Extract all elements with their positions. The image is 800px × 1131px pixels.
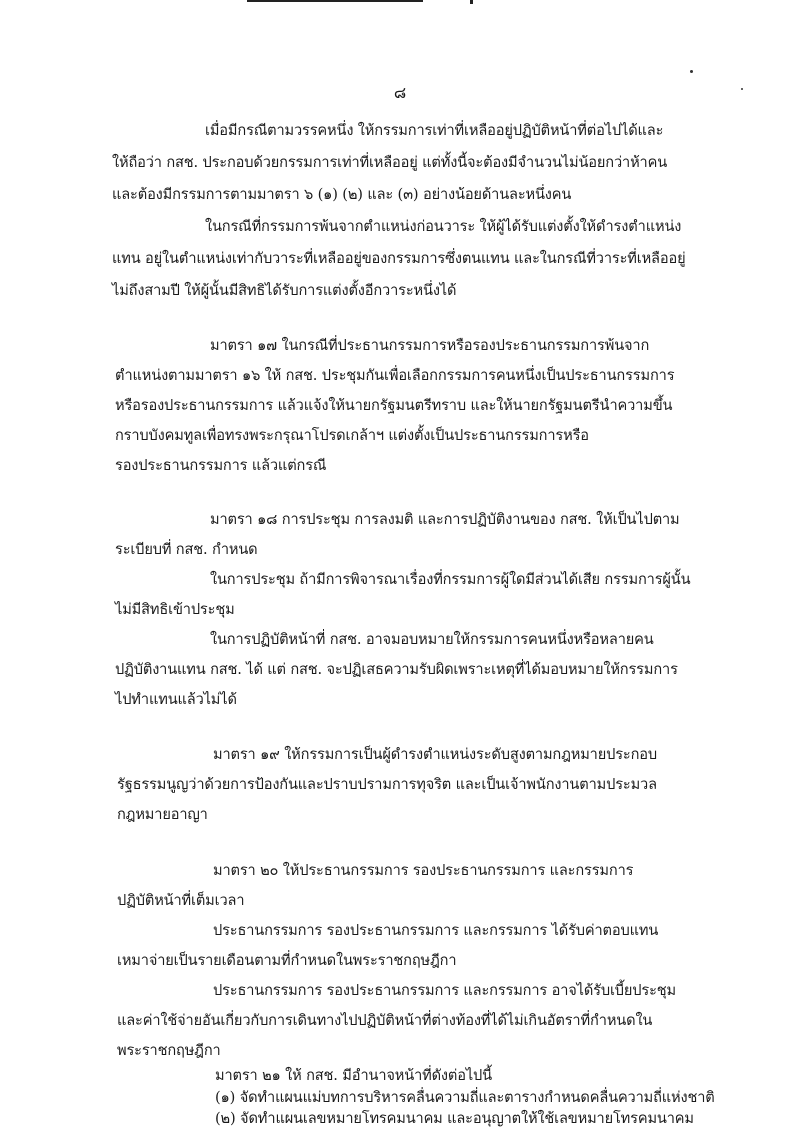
text-line: หรือรองประธานกรรมการ แล้วแจ้งให้นายกรัฐมนตรีทราบ และให้นายกรัฐมนตรีนำความขึ้น: [115, 397, 673, 414]
text-line: และต้องมีกรรมการตามมาตรา ๖ (๑) (๒) และ (๓) อย่างน้อยด้านละหนึ่งคน: [112, 186, 572, 203]
text-line: ปฏิบัติงานแทน กสช. ได้ แต่ กสช. จะปฏิเสธความรับผิดเพราะเหตุที่ได้มอบหมายให้กรรมการ: [115, 661, 678, 678]
top-edge-tick: [470, 0, 473, 4]
text-line: (๑) จัดทำแผนแม่บทการบริหารคลื่นความถี่และตารางกำหนดคลื่นความถี่แห่งชาติ: [215, 1089, 715, 1106]
text-line: ในการประชุม ถ้ามีการพิจารณาเรื่องที่กรรมการผู้ใดมีส่วนได้เสีย กรรมการผู้นั้น: [210, 571, 691, 588]
text-line: ให้ถือว่า กสช. ประกอบด้วยกรรมการเท่าที่เหลืออยู่ แต่ทั้งนี้จะต้องมีจำนวนไม่น้อยกว่าห้าคน: [112, 154, 668, 171]
text-line: ไม่ถึงสามปี ให้ผู้นั้นมีสิทธิได้รับการแต่งตั้งอีกวาระหนึ่งได้: [112, 282, 457, 299]
text-line: รัฐธรรมนูญว่าด้วยการป้องกันและปราบปรามการทุจริต และเป็นเจ้าพนักงานตามประมวล: [117, 776, 657, 793]
text-line: ปฏิบัติหน้าที่เต็มเวลา: [117, 892, 245, 909]
text-line: มาตรา ๑๙ ให้กรรมการเป็นผู้ดำรงตำแหน่งระดับสูงตามกฎหมายประกอบ: [213, 746, 658, 763]
text-line: รองประธานกรรมการ แล้วแต่กรณี: [115, 457, 327, 474]
text-line: และค่าใช้จ่ายอันเกี่ยวกับการเดินทางไปปฏิบัติหน้าที่ต่างท้องที่ได้ไม่เกินอัตราที่กำหนดใน: [117, 1012, 653, 1029]
scan-speck: [690, 70, 693, 73]
text-line: มาตรา ๒๑ ให้ กสช. มีอำนาจหน้าที่ดังต่อไปนี้: [215, 1067, 492, 1084]
text-line: มาตรา ๑๘ การประชุม การลงมติ และการปฏิบัติงานของ กสช. ให้เป็นไปตาม: [210, 511, 680, 528]
text-line: ในการปฏิบัติหน้าที่ กสช. อาจมอบหมายให้กรรมการคนหนึ่งหรือหลายคน: [210, 631, 654, 648]
text-line: พระราชกฤษฎีกา: [117, 1042, 221, 1059]
text-line: กราบบังคมทูลเพื่อทรงพระกรุณาโปรดเกล้าฯ แต่งตั้งเป็นประธานกรรมการหรือ: [115, 427, 589, 444]
page-number: ๘: [393, 83, 407, 102]
text-line: กฎหมายอาญา: [117, 806, 208, 823]
text-line: เหมาจ่ายเป็นรายเดือนตามที่กำหนดในพระราชกฤษฎีกา: [117, 952, 457, 969]
text-line: ประธานกรรมการ รองประธานกรรมการ และกรรมการ ได้รับค่าตอบแทน: [213, 922, 659, 939]
text-line: เมื่อมีกรณีตามวรรคหนึ่ง ให้กรรมการเท่าที่เหลืออยู่ปฏิบัติหน้าที่ต่อไปได้และ: [205, 122, 664, 139]
text-line: ไปทำแทนแล้วไม่ได้: [115, 691, 237, 708]
text-line: ไม่มีสิทธิเข้าประชุม: [115, 601, 235, 618]
text-line: มาตรา ๑๗ ในกรณีที่ประธานกรรมการหรือรองประธานกรรมการพ้นจาก: [210, 337, 650, 354]
text-line: ประธานกรรมการ รองประธานกรรมการ และกรรมการ อาจได้รับเบี้ยประชุม: [213, 982, 677, 999]
text-line: มาตรา ๒๐ ให้ประธานกรรมการ รองประธานกรรมการ และกรรมการ: [213, 862, 634, 879]
text-line: ในกรณีที่กรรมการพ้นจากตำแหน่งก่อนวาระ ให้ผู้ได้รับแต่งตั้งให้ดำรงตำแหน่ง: [205, 218, 682, 235]
top-edge-rule: [247, 0, 423, 2]
text-line: ระเบียบที่ กสช. กำหนด: [115, 541, 258, 558]
text-line: (๒) จัดทำแผนเลขหมายโทรคมนาคม และอนุญาตให้ใช้เลขหมายโทรคมนาคม: [215, 1110, 694, 1127]
text-line: แทน อยู่ในตำแหน่งเท่ากับวาระที่เหลืออยู่ของกรรมการซึ่งตนแทน และในกรณีที่วาระที่เหลืออยู่: [112, 250, 686, 267]
text-line: ตำแหน่งตามมาตรา ๑๖ ให้ กสช. ประชุมกันเพื่อเลือกกรรมการคนหนึ่งเป็นประธานกรรมการ: [115, 367, 675, 384]
